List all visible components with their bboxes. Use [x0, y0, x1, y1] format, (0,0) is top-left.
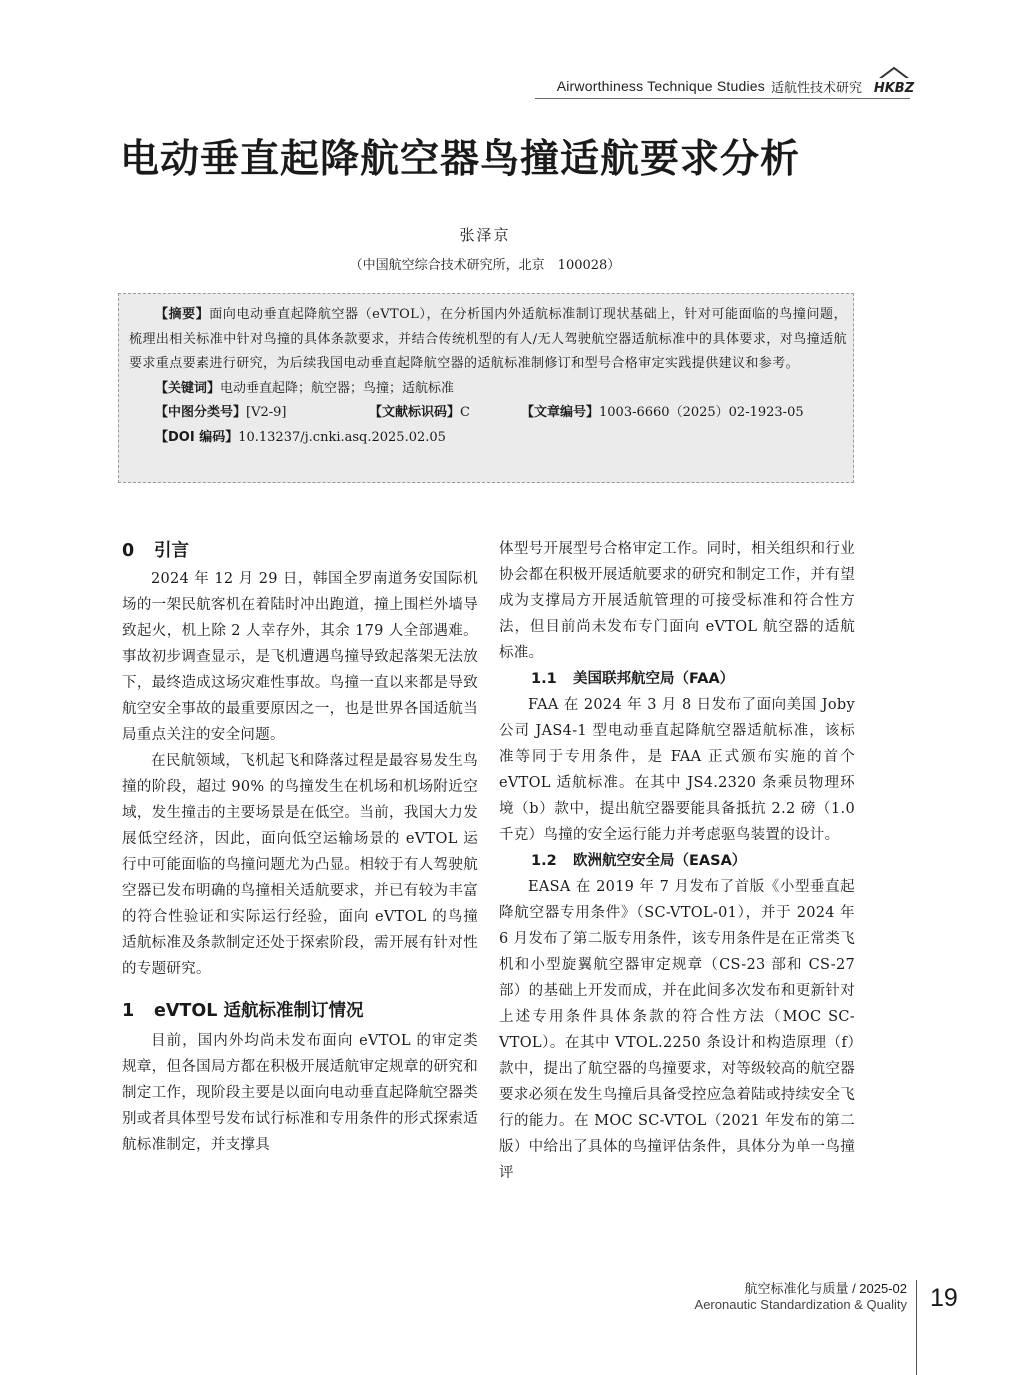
paragraph: 目前，国内外均尚未发布面向 eVTOL 的审定类规章，但各国局方都在积极开展适航审定规章的研究和制定工作，现阶段主要是以面向电动垂直起降航空器类别或者具体型号发布试行标准和专用条件的形式探索适航标准制定，并支撑具	[122, 1033, 478, 1153]
section-heading-1	[122, 996, 478, 1026]
classification-line	[129, 401, 847, 426]
article-title: 电动垂直起降航空器鸟撞适航要求分析	[119, 137, 800, 182]
paragraph: 在民航领域，飞机起飞和降落过程是最容易发生鸟撞的阶段，超过 90% 的鸟撞发生在机场和机场附近空域，发生撞击的主要场景是在低空。当前，我国大力发展低空经济，因此，面向低空运输场景的 eVTOL 运行中可能面临的鸟撞问题尤为凸显。相较于有人驾驶航空器已发布明确的鸟撞相关适航要求，并已有较为丰富的符合性验证和实际运行经验，面向 eVTOL 的鸟撞适航标准及条款制定还处于探索阶段，需开展有针对性的专题研究。	[122, 753, 478, 977]
running-header-rule	[535, 98, 910, 99]
section-heading-0	[122, 536, 478, 566]
subsection-title: 美国联邦航空局（FAA）	[573, 671, 735, 687]
subsection-title: 欧洲航空安全局（EASA）	[573, 853, 747, 869]
keywords-label: 【关键词】	[155, 380, 221, 396]
doi-label: 【DOI 编码】	[155, 429, 239, 445]
journal-name-en: Aeronautic Standardization & Quality	[694, 1297, 907, 1312]
subsection-heading-1-1	[499, 666, 855, 692]
journal-logo-icon	[872, 66, 916, 96]
section-number: 1	[122, 1001, 135, 1021]
abstract-text: 面向电动垂直起降航空器（eVTOL），在分析国内外适航标准制订现状基础上，针对可能面临的鸟撞问题，梳理出相关标准中针对鸟撞的具体条款要求，并结合传统机型的有人/无人驾驶航空器适航标准中的具体要求，对鸟撞适航要求重点要素进行研究，为后续我国电动垂直起降航空器的适航标准制修订和型号合格审定实践提供建议和参考。	[129, 307, 847, 371]
subsection-number: 1.2	[531, 853, 557, 869]
body-column-right	[499, 536, 855, 1186]
keywords-line	[129, 377, 847, 402]
journal-name-cn: 航空标准化与质量 / 2025-02	[744, 1281, 907, 1296]
clc-label: 【中图分类号】	[155, 405, 247, 420]
paragraph-continued: 体型号开展型号合格审定工作。同时，相关组织和行业协会都在积极开展适航要求的研究和制定工作，并有望成为支撑局方开展适航管理的可接受标准和符合性方法，但目前尚未发布专门面向 eVTOL 航空器的适航标准。	[499, 541, 855, 661]
journal-footer	[695, 1281, 907, 1313]
body-column-left	[122, 536, 478, 1158]
subsection-number: 1.1	[531, 671, 557, 687]
paragraph: 2024 年 12 月 29 日，韩国全罗南道务安国际机场的一架民航客机在着陆时冲出跑道，撞上围栏外墙导致起火，机上除 2 人幸存外，其余 179 人全部遇难。事故初步调查显示，是飞机遭遇鸟撞导致起落架无法放下，最终造成这场灾难性事故。鸟撞一直以来都是导致航空安全事故的最重要原因之一，也是世界各国适航当局重点关注的安全问题。	[122, 571, 478, 743]
section-title: 引言	[154, 541, 189, 561]
clc-value: [V2-9]	[246, 405, 287, 420]
running-header-cn: 适航性技术研究	[770, 79, 862, 95]
running-header-en: Airworthiness Technique Studies	[556, 78, 765, 94]
abstract-box	[118, 293, 854, 483]
article-no-label: 【文章编号】	[521, 405, 600, 420]
section-title: eVTOL 适航标准制订情况	[154, 1001, 364, 1021]
section-number: 0	[122, 541, 135, 561]
abstract-label: 【摘要】	[155, 307, 210, 322]
subsection-heading-1-2	[499, 848, 855, 874]
author-affiliation: （中国航空综合技术研究所，北京 100028）	[349, 258, 621, 273]
paragraph: EASA 在 2019 年 7 月发布了首版《小型垂直起降航空器专用条件》（SC-VTOL-01），并于 2024 年 6 月发布了第二版专用条件，该专用条件是在正常类飞机和小型旋翼航空器审定规章（CS-23 部和 CS-27 部）的基础上开发而成，并在此间多次发布和更新针对上述专用条件具体条款的符合性方法（MOC SC-VTOL）。在其中 VTOL.2250 条设计和构造原理（f）款中，提出了航空器的鸟撞要求，对等级较高的航空器要求必须在发生鸟撞后具备受控应急着陆或持续安全飞行的能力。在 MOC SC-VTOL（2021 年发布的第二版）中给出了具体的鸟撞评估条件，具体分为单一鸟撞评	[499, 879, 855, 1181]
running-header	[557, 74, 912, 98]
article-no-value: 1003-6660（2025）02-1923-05	[599, 405, 804, 420]
abstract-paragraph	[129, 303, 847, 377]
keywords-text: 电动垂直起降；航空器；鸟撞；适航标准	[220, 380, 455, 396]
footer-divider	[916, 1280, 917, 1375]
paragraph: FAA 在 2024 年 3 月 8 日发布了面向美国 Joby 公司 JAS4-1 型电动垂直起降航空器适航标准，该标准等同于专用条件，是 FAA 正式颁布实施的首个 eVTOL 适航标准。在其中 JS4.2320 条乘员物理环境（b）款中，提出航空器要能具备抵抗 2.2 磅（1.0 千克）鸟撞的安全运行能力并考虑驱鸟装置的设计。	[499, 697, 855, 843]
svg-text:HKBZ: HKBZ	[873, 81, 915, 96]
author-name: 张泽京	[459, 226, 511, 244]
page-number: 19	[930, 1284, 958, 1312]
doc-code-label: 【文献标识码】	[369, 405, 461, 420]
doi-value: 10.13237/j.cnki.asq.2025.02.05	[238, 429, 446, 445]
doc-code-value: C	[460, 405, 470, 420]
doi-line	[129, 426, 847, 451]
